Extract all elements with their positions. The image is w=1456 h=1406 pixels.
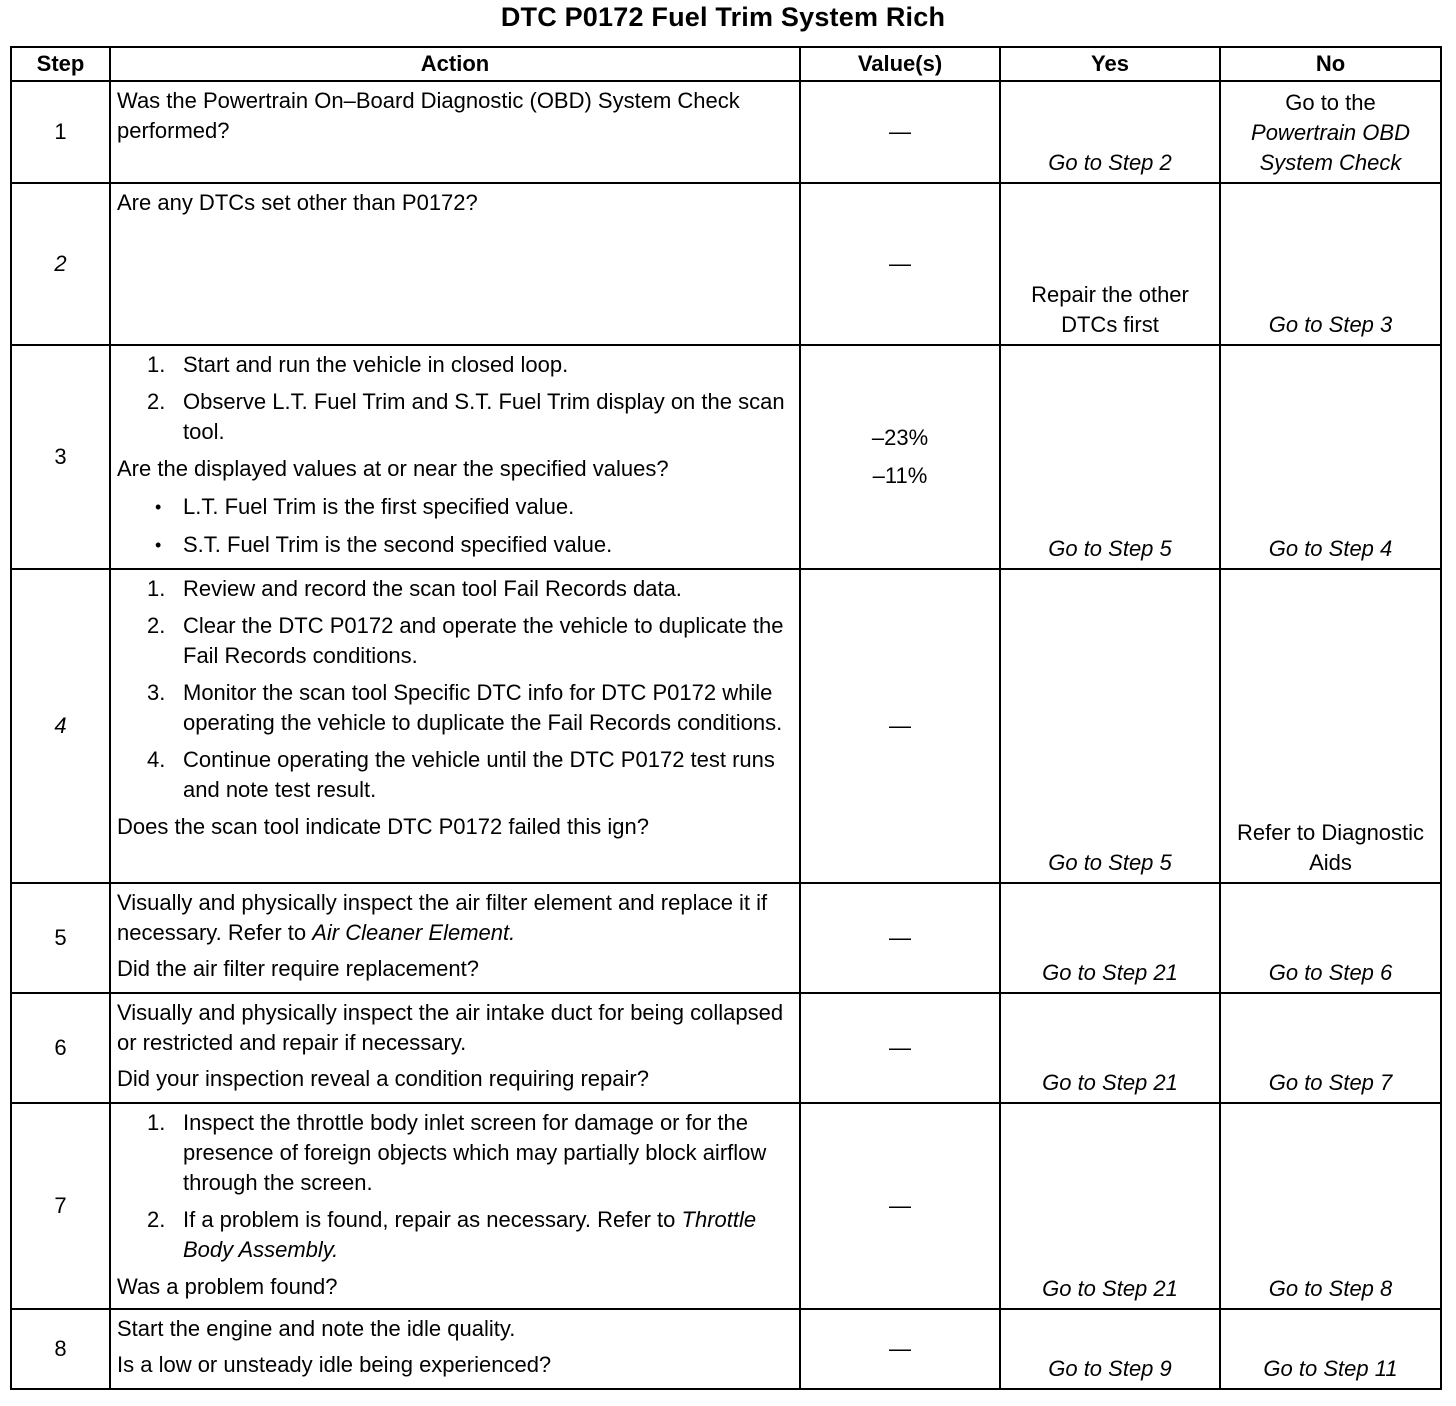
value-cell [800,345,1000,569]
no-cell: Go to Step 7 [1220,993,1441,1103]
list-reference: Throttle Body Assembly. [183,1207,757,1262]
no-cell: Go to Step 8 [1220,1103,1441,1309]
yes-cell: Go to Step 5 [1000,569,1220,883]
question-text: Did your inspection reveal a condition requiring repair? [117,1066,649,1091]
no-cell: Go to Step 4 [1220,345,1441,569]
value-cell: — [800,81,1000,183]
list-number: 1. [147,352,166,377]
value-lt-fuel-trim: –23% [871,425,929,450]
value-cell: — [800,569,1000,883]
table-row [11,883,1441,993]
step-number: 4 [11,569,110,883]
list-item [117,745,793,805]
procedure-list [117,574,793,805]
no-prefix: Go to the [1285,90,1376,115]
yes-cell: Go to Step 9 [1000,1309,1220,1389]
step-number: 2 [11,183,110,345]
bullet-text: S.T. Fuel Trim is the second specified value. [183,532,613,557]
yes-cell: Go to Step 21 [1000,1103,1220,1309]
list-item [117,1205,793,1265]
no-cell [1220,81,1441,183]
no-cell: Go to Step 11 [1220,1309,1441,1389]
question-text: Was a problem found? [117,1274,338,1299]
action-cell [110,81,800,183]
yes-cell: Repair the other DTCs first [1000,183,1220,345]
list-number: 2. [147,1207,166,1232]
yes-cell: Go to Step 21 [1000,883,1220,993]
header-action: Action [110,47,800,81]
action-cell [110,1103,800,1309]
value-st-fuel-trim: –11% [872,463,928,488]
list-text: Start and run the vehicle in closed loop. [183,352,569,377]
action-cell [110,345,800,569]
no-cell: Refer to Diagnostic Aids [1220,569,1441,883]
list-item [117,387,793,447]
list-item [117,1108,793,1198]
question-text: Did the air filter require replacement? [117,956,479,981]
list-number: 1. [147,1110,166,1135]
list-text: If a problem is found, repair as necessary. Refer to [183,1207,676,1232]
action-cell [110,1309,800,1389]
bullet-icon: • [155,535,162,555]
action-text: Visually and physically inspect the air filter element and replace it if necessary. Refer to [117,890,768,945]
header-values: Value(s) [800,47,1000,81]
bullet-list [117,492,793,560]
page-title: DTC P0172 Fuel Trim System Rich [500,2,946,32]
list-text: Observe L.T. Fuel Trim and S.T. Fuel Trim display on the scan tool. [183,389,785,444]
value-cell: — [800,993,1000,1103]
list-number: 2. [147,389,166,414]
step-number: 8 [11,1309,110,1389]
list-text: Clear the DTC P0172 and operate the vehicle to duplicate the Fail Records conditions. [183,613,784,668]
value-cell: — [800,1103,1000,1309]
step-number: 1 [11,81,110,183]
action-reference: Air Cleaner Element. [312,920,516,945]
list-text: Review and record the scan tool Fail Records data. [183,576,682,601]
table-header-row [11,47,1441,81]
procedure-list [117,350,793,447]
list-item [117,350,793,380]
list-item [117,492,793,522]
action-cell [110,569,800,883]
list-text: Inspect the throttle body inlet screen for damage or for the presence of foreign objects which may partially block airflow through the screen. [183,1110,767,1195]
table-row [11,81,1441,183]
action-cell [110,183,800,345]
value-cell: — [800,1309,1000,1389]
question-text: Is a low or unsteady idle being experienced? [117,1352,552,1377]
no-reference: Powertrain OBD System Check [1251,120,1410,175]
yes-cell: Go to Step 5 [1000,345,1220,569]
table-row [11,1309,1441,1389]
action-text: Was the Powertrain On–Board Diagnostic (OBD) System Check performed? [117,88,740,143]
table-row [11,345,1441,569]
table-row [11,183,1441,345]
header-yes: Yes [1000,47,1220,81]
bullet-text: L.T. Fuel Trim is the first specified value. [183,494,575,519]
dtc-table [10,46,1442,1390]
action-cell [110,883,800,993]
step-number: 5 [11,883,110,993]
action-text: Start the engine and note the idle quality. [117,1316,516,1341]
list-number: 1. [147,576,166,601]
action-text: Are any DTCs set other than P0172? [117,190,478,215]
list-item [117,530,793,560]
step-number: 6 [11,993,110,1103]
list-number: 3. [147,680,166,705]
list-item [117,611,793,671]
step-number: 7 [11,1103,110,1309]
action-text: Visually and physically inspect the air intake duct for being collapsed or restricted and repair if necessary. [117,1000,784,1055]
yes-cell: Go to Step 2 [1000,81,1220,183]
value-cell: — [800,883,1000,993]
header-step: Step [11,47,110,81]
header-no: No [1220,47,1441,81]
bullet-icon: • [155,497,162,517]
value-cell: — [800,183,1000,345]
list-text: Monitor the scan tool Specific DTC info for DTC P0172 while operating the vehicle to duplicate the Fail Records conditions. [183,680,783,735]
question-text: Does the scan tool indicate DTC P0172 failed this ign? [117,814,649,839]
table-row [11,569,1441,883]
no-cell: Go to Step 3 [1220,183,1441,345]
action-cell [110,993,800,1103]
question-text: Are the displayed values at or near the specified values? [117,456,669,481]
step-number: 3 [11,345,110,569]
procedure-list [117,1108,793,1265]
table-row [11,1103,1441,1309]
table-row [11,993,1441,1103]
list-text: Continue operating the vehicle until the DTC P0172 test runs and note test result. [183,747,775,802]
no-cell: Go to Step 6 [1220,883,1441,993]
list-item [117,574,793,604]
action-paragraph [117,888,793,948]
list-item [117,678,793,738]
list-number: 4. [147,747,166,772]
yes-cell: Go to Step 21 [1000,993,1220,1103]
list-number: 2. [147,613,166,638]
